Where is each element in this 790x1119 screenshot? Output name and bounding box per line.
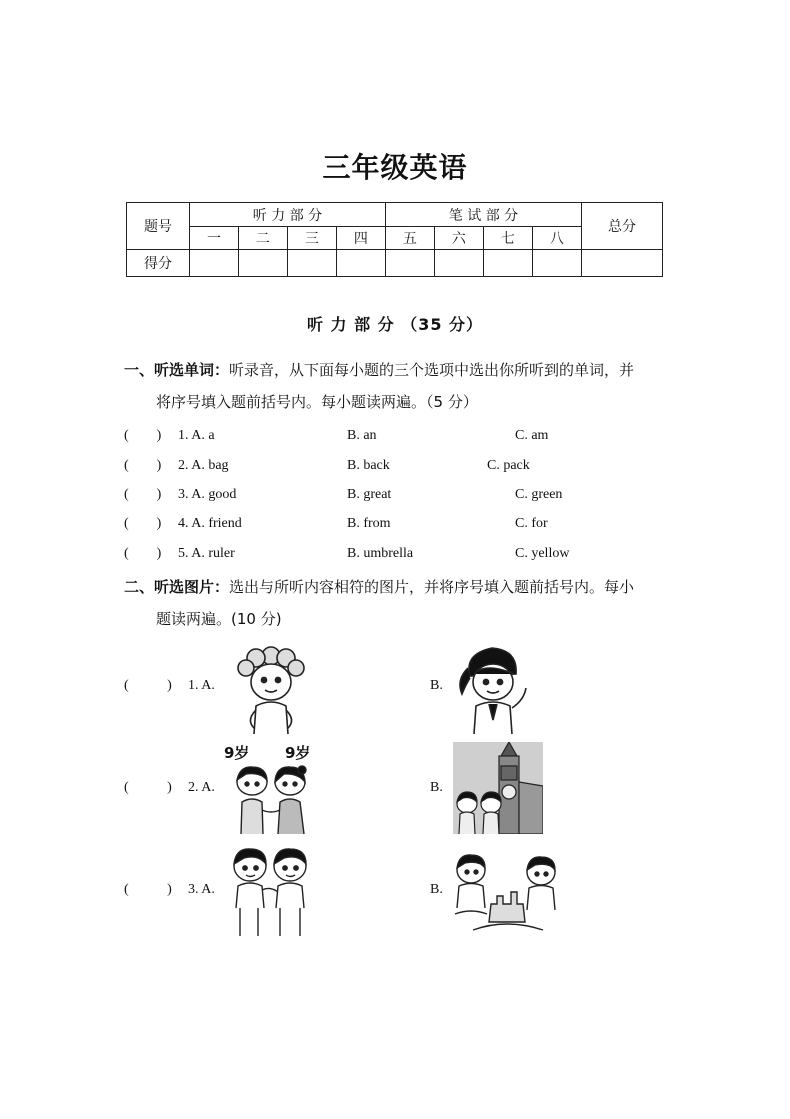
header-tihao: 题号: [127, 203, 190, 250]
col-number: 一: [190, 227, 239, 250]
option-b-label: B.: [430, 678, 443, 693]
header-written: 笔 试 部 分: [385, 203, 581, 227]
part1-line1: 听录音，从下面每小题的三个选项中选出你所听到的单词，并: [229, 361, 635, 379]
question-row: [124, 487, 684, 507]
answer-bracket[interactable]: ( ): [124, 516, 162, 531]
age-label: 9岁: [285, 744, 311, 762]
total-cell[interactable]: [582, 250, 663, 277]
picture-question-row: [124, 678, 684, 698]
twin-children-picture[interactable]: [226, 762, 316, 834]
score-cell[interactable]: [385, 250, 434, 277]
girl-curly-hair-picture[interactable]: [234, 640, 308, 734]
picture-question-row: [124, 780, 684, 800]
answer-bracket[interactable]: ( ): [124, 780, 172, 795]
part2-instruction: [124, 571, 669, 635]
option-a: 2. A. bag: [178, 458, 229, 473]
question-row: [124, 428, 684, 448]
score-cell[interactable]: [434, 250, 483, 277]
page-title: 三年级英语: [322, 151, 468, 184]
col-number: 五: [385, 227, 434, 250]
girl-ponytail-picture[interactable]: [456, 640, 532, 734]
part1-instruction: [124, 354, 669, 418]
two-boys-picture[interactable]: [228, 846, 314, 936]
score-cell[interactable]: [287, 250, 336, 277]
score-cell[interactable]: [532, 250, 581, 277]
answer-bracket[interactable]: ( ): [124, 678, 172, 693]
score-table: [126, 202, 663, 277]
picture-question-row: [124, 882, 684, 902]
answer-bracket[interactable]: ( ): [124, 428, 162, 443]
part1-label: 一、听选单词：: [124, 361, 230, 379]
option-c: C. yellow: [515, 546, 570, 561]
age-label: 9岁: [224, 744, 250, 762]
sandcastle-picture[interactable]: [453, 852, 559, 934]
part2-label: 二、听选图片：: [124, 578, 230, 596]
option-b-label: B.: [430, 780, 443, 795]
score-cell[interactable]: [336, 250, 385, 277]
answer-bracket[interactable]: ( ): [124, 458, 162, 473]
col-number: 七: [483, 227, 532, 250]
header-total: 总分: [582, 203, 663, 250]
answer-bracket[interactable]: ( ): [124, 487, 162, 502]
col-number: 四: [336, 227, 385, 250]
part2-line1: 选出与所听内容相符的图片，并将序号填入题前括号内。每小: [229, 578, 635, 596]
option-a-label: 1. A.: [188, 678, 215, 693]
part1-line2: 将序号填入题前括号内。每小题读两遍。（5 分）: [156, 393, 478, 411]
option-a: 4. A. friend: [178, 516, 242, 531]
question-row: [124, 546, 684, 566]
part2-line2: 题读两遍。(10 分): [156, 610, 282, 628]
option-a: 5. A. ruler: [178, 546, 235, 561]
option-c: C. pack: [487, 458, 530, 473]
listening-section-title: 听 力 部 分 （35 分）: [306, 315, 484, 334]
option-a-label: 3. A.: [188, 882, 215, 897]
score-cell[interactable]: [238, 250, 287, 277]
big-ben-children-picture[interactable]: [453, 742, 543, 834]
option-a: 1. A. a: [178, 428, 215, 443]
option-b: B. an: [347, 428, 377, 443]
question-row: [124, 516, 684, 536]
question-row: [124, 458, 684, 478]
col-number: 八: [532, 227, 581, 250]
answer-bracket[interactable]: ( ): [124, 546, 162, 561]
col-number: 三: [287, 227, 336, 250]
score-label: 得分: [127, 250, 190, 277]
option-b: B. back: [347, 458, 390, 473]
option-b: B. great: [347, 487, 392, 502]
header-listening: 听 力 部 分: [190, 203, 386, 227]
score-cell[interactable]: [190, 250, 239, 277]
option-c: C. am: [515, 428, 549, 443]
col-number: 六: [434, 227, 483, 250]
option-a: 3. A. good: [178, 487, 237, 502]
option-b: B. from: [347, 516, 391, 531]
option-c: C. green: [515, 487, 563, 502]
option-b-label: B.: [430, 882, 443, 897]
option-c: C. for: [515, 516, 548, 531]
score-cell[interactable]: [483, 250, 532, 277]
option-a-label: 2. A.: [188, 780, 215, 795]
answer-bracket[interactable]: ( ): [124, 882, 172, 897]
option-b: B. umbrella: [347, 546, 414, 561]
col-number: 二: [238, 227, 287, 250]
